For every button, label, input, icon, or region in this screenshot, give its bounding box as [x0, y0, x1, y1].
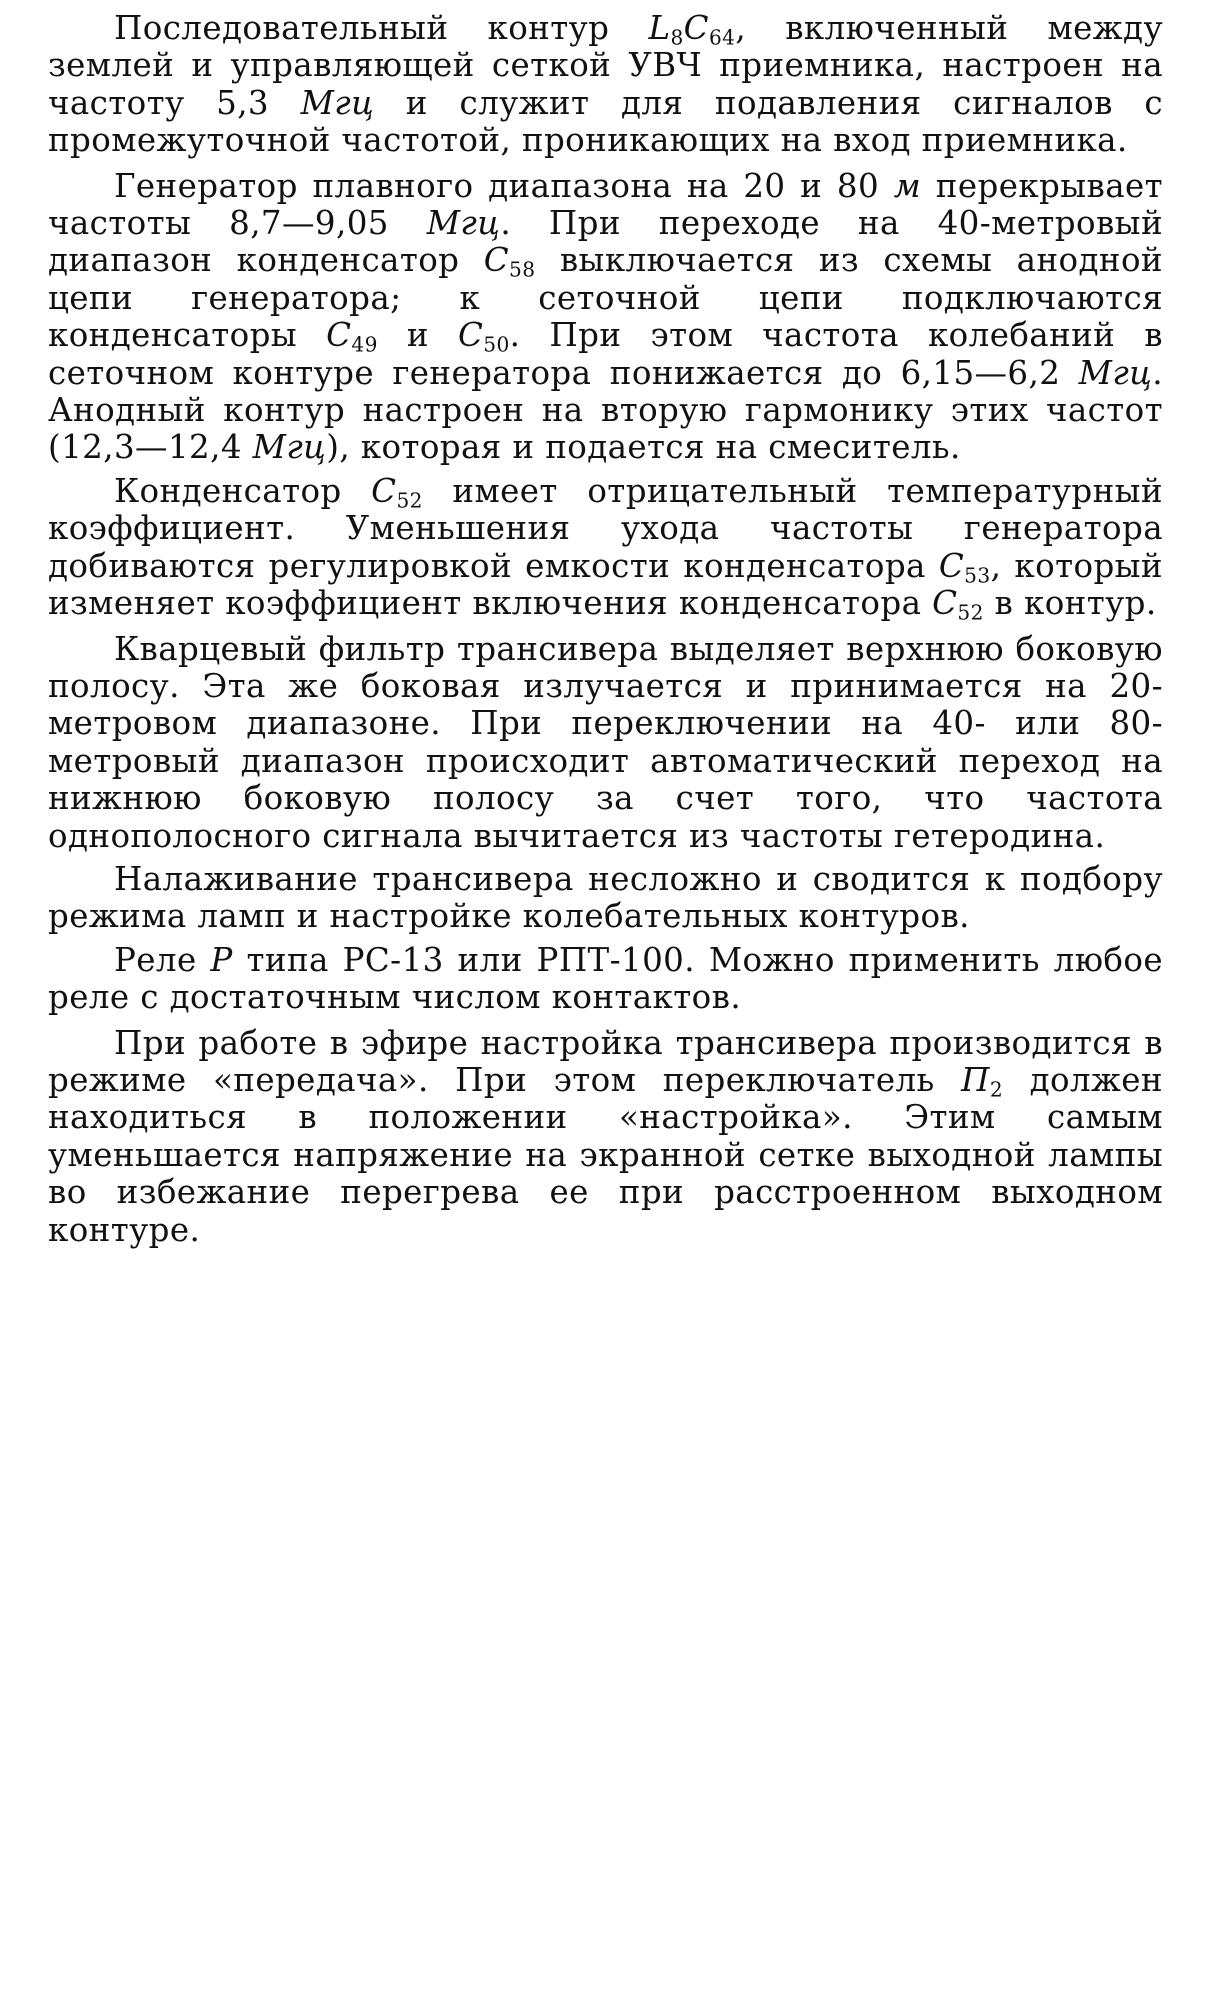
text-run: Кварцевый фильтр трансивера выделяет верхнюю боковую полосу. Эта же боковая излучается и принимается на 20-метровом диапазоне. При переключении на 40- или 80-метровый диапазон происходит автоматический переход на нижнюю боковую полосу за счет того, что частота однополосного сигнала вычитается из частоты гетеродина.: [48, 629, 1163, 855]
italic-symbol: м: [893, 166, 922, 205]
text-run: должен находиться в положении «настройка». Этим самым уменьшается напряжение на экранной сетке выходной лампы во избежание перегрева ее при расстроенном выходном контуре.: [48, 1060, 1163, 1249]
italic-symbol: П: [961, 1060, 990, 1099]
paragraph-1: [48, 10, 1163, 160]
text-run: и: [377, 316, 458, 355]
text-run: в контур.: [983, 584, 1157, 623]
text-run: Реле: [114, 940, 211, 979]
italic-symbol: C: [371, 471, 397, 510]
subscript-index: 50: [483, 332, 510, 357]
italic-symbol: L: [648, 9, 671, 47]
text-run: , который изменяет коэффициент включения конденсатора: [48, 546, 1163, 623]
italic-symbol: Мгц: [1078, 353, 1153, 392]
italic-symbol: C: [483, 241, 510, 280]
paragraph-6: [48, 942, 1163, 1017]
subscript-index: 49: [351, 332, 378, 357]
subscript-index: 58: [509, 258, 536, 283]
subscript-index: 2: [989, 1077, 1004, 1102]
document-page: [48, 10, 1163, 1249]
subscript-index: 8: [670, 25, 684, 50]
text-run: . Анодный контур настроен на вторую гармонику этих частот (12,3—12,4: [48, 353, 1163, 467]
text-run: . При этом частота колебаний в сеточном контуре генератора понижается до 6,15—6,2: [48, 316, 1163, 392]
text-run: . При переходе на 40-метровый диапазон конденсатор: [48, 204, 1163, 280]
text-run: , включенный между землей и управляющей сеткой УВЧ приемника, настроен на частоту 5,3: [48, 9, 1163, 122]
text-run: Конденсатор: [114, 471, 372, 510]
text-run: выключается из схемы анодной цепи генератора; к сеточной цепи подключаются конденсаторы: [48, 241, 1163, 355]
text-run: имеет отрицательный температурный коэффициент. Уменьшения ухода частоты генератора добиваются регулировкой емкости конденсатора: [48, 471, 1163, 585]
paragraph-7: [48, 1025, 1163, 1249]
italic-symbol: Мгц: [300, 83, 375, 122]
text-run: типа РС-13 или РПТ-100. Можно применить любое реле с достаточным числом контактов.: [48, 940, 1163, 1017]
text-run: Генератор плавного диапазона на 20 и 80: [114, 166, 894, 205]
italic-symbol: C: [932, 584, 958, 623]
paragraph-5: [48, 861, 1163, 936]
italic-symbol: C: [457, 316, 484, 355]
subscript-index: 64: [708, 25, 736, 50]
italic-symbol: C: [326, 316, 352, 355]
text-run: ), которая и подается на смеситель.: [326, 428, 961, 467]
italic-symbol: C: [683, 9, 709, 47]
paragraph-3: [48, 473, 1163, 623]
paragraph-2: [48, 168, 1163, 467]
subscript-index: 52: [396, 488, 423, 513]
text-run: Последовательный контур: [114, 9, 649, 47]
text-run: перекрывает частоты 8,7—9,05: [48, 166, 1164, 243]
italic-symbol: Р: [210, 940, 233, 979]
text-run: и служит для подавления сигналов с промежуточной частотой, проникающих на вход приемника.: [48, 83, 1163, 160]
text-run: При работе в эфире настройка трансивера производится в режиме «передача». При этом переключатель: [48, 1023, 1163, 1099]
italic-symbol: Мгц: [252, 428, 327, 467]
italic-symbol: C: [938, 546, 965, 585]
subscript-index: 52: [957, 600, 984, 625]
subscript-index: 53: [964, 563, 991, 588]
text-run: Налаживание трансивера несложно и сводится к подбору режима ламп и настройке колебательных контуров.: [48, 859, 1163, 936]
paragraph-4: [48, 631, 1163, 855]
italic-symbol: Мгц: [426, 204, 501, 243]
